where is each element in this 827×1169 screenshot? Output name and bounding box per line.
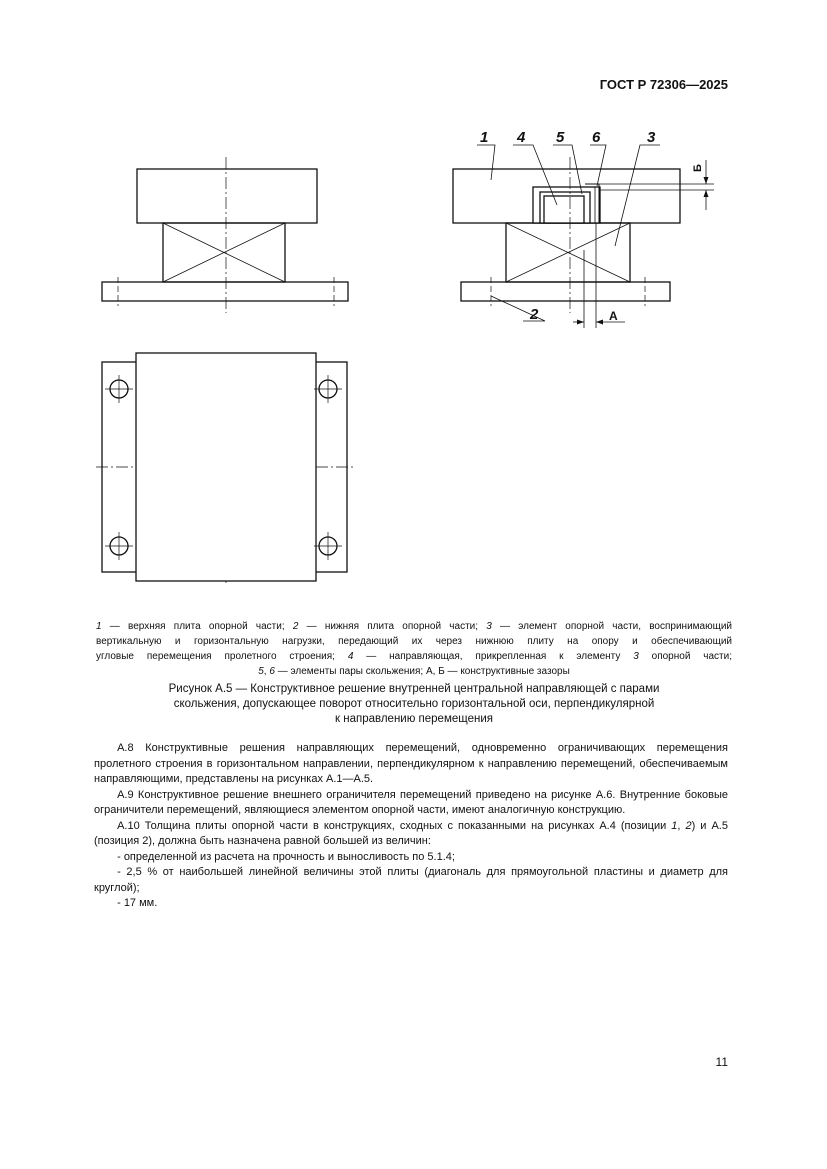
left-view-lower-plate	[102, 282, 348, 301]
paragraph-a10: А.10 Толщина плиты опорной части в конструкциях, сходных с показанными на рисунках А.4 (позиции 1, 2) и А.5 (позиция 2), должна быть назначена равной большей из величин:	[94, 819, 728, 847]
list-item: - 17 мм.	[117, 897, 158, 909]
gap-label-a: А	[609, 309, 618, 323]
callout-6: 6	[592, 129, 601, 146]
paragraph-a8: А.8 Конструктивные решения направляющих перемещений, одновременно ограничивающих перемещения пролетного строения в горизонтальном направлении, перпендикулярном к направлению перемещений, обеспечиваемым направляющими, представлены на рисунках А.1—А.5.	[94, 742, 728, 785]
page-number: 11	[715, 1055, 728, 1069]
caption-line: Рисунок А.5 — Конструктивное решение внутренней центральной направляющей с парами	[168, 683, 660, 695]
left-view-upper-plate	[137, 169, 317, 223]
gap-label-b: Б	[692, 164, 704, 172]
body-text	[94, 741, 728, 912]
figure-legend	[96, 619, 732, 679]
callout-3: 3	[647, 129, 656, 146]
plan-view-upper-plate	[136, 353, 316, 581]
caption-line: скольжения, допускающее поворот относительно горизонтальной оси, перпендикулярной	[173, 698, 655, 710]
legend-line: 1 — верхняя плита опорной части; 2 — нижняя плита опорной части; 3 — элемент опорной части, воспринимающий	[96, 621, 733, 632]
callout-2: 2	[530, 306, 539, 323]
document-id: ГОСТ Р 72306—2025	[599, 77, 728, 92]
list-item: - определенной из расчета на прочность и выносливость по 5.1.4;	[117, 850, 455, 863]
paragraph-a9: А.9 Конструктивное решение внешнего ограничителя перемещений приведено на рисунке А.6. Внутренние боковые ограничители перемещений, являющиеся элементом опорной части, имеют аналогичную конструкцию.	[94, 788, 728, 816]
list-item: - 2,5 % от наибольшей линейной величины этой плиты (диагональ для прямоугольной пластины и диаметр для круглой);	[94, 866, 728, 894]
sliding-element-5	[544, 196, 584, 223]
callout-4: 4	[517, 129, 526, 146]
legend-line: угловые перемещения пролетного строения; 4 — направляющая, прикрепленная к элементу 3 опорной части;	[96, 651, 733, 662]
right-view-lower-plate	[461, 282, 670, 301]
legend-line: 5, 6 — элементы пары скольжения; А, Б — конструктивные зазоры	[258, 666, 570, 677]
callout-5: 5	[556, 129, 565, 146]
callout-1: 1	[480, 129, 489, 146]
caption-line: к направлению перемещения	[335, 713, 493, 725]
figure-caption	[96, 682, 732, 727]
legend-line: вертикальную и горизонтальную нагрузки, передающий их через нижнюю плиту на опору и обеспечивающий	[96, 636, 732, 647]
